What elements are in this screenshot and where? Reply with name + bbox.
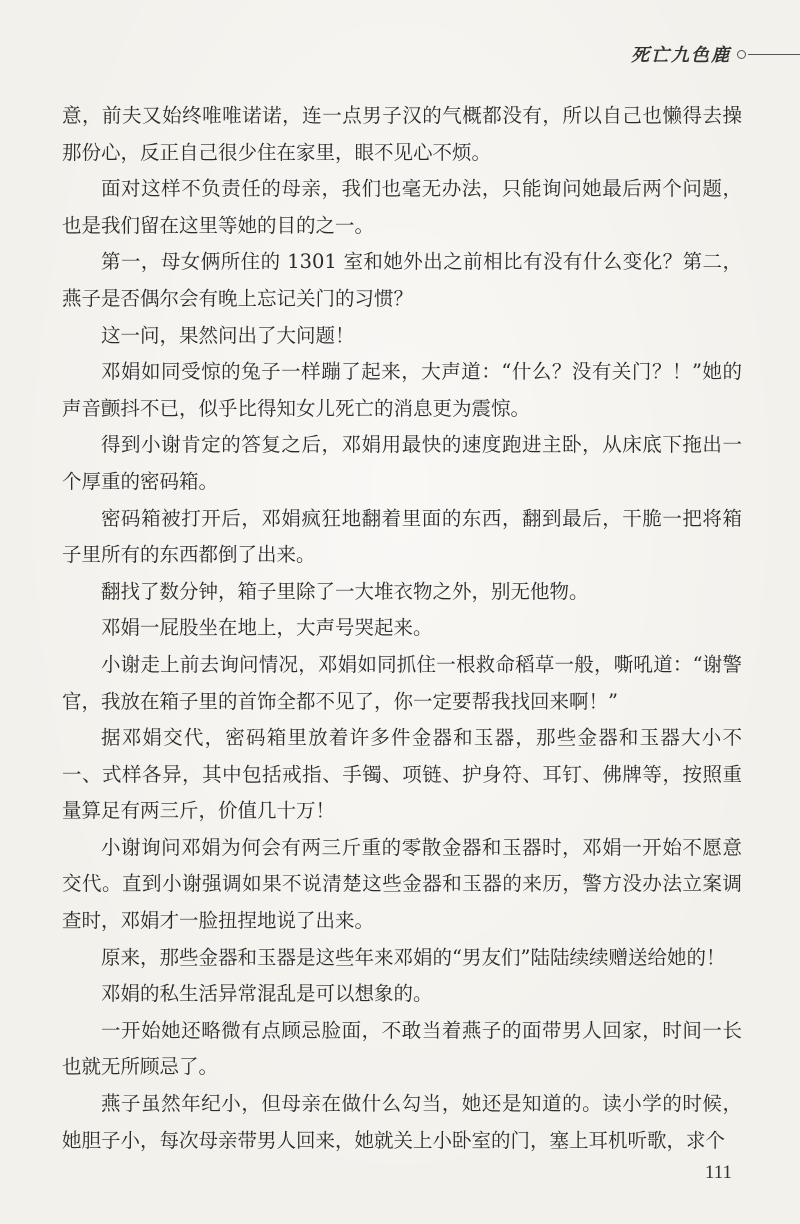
paragraph: 这一问，果然问出了大问题！ bbox=[101, 323, 355, 347]
paragraph: 翻找了数分钟，箱子里除了一大堆衣物之外，别无他物。 bbox=[101, 579, 589, 603]
paragraph: 小谢询问邓娟为何会有两三斤重的零散金器和玉器时，邓娟一开始不愿意交代。直到小谢强调如果不说清楚这些金器和玉器的来历，警方没办法立案调查时，邓娟才一脸扭捏地说了出来。 bbox=[62, 835, 742, 933]
paragraph: 得到小谢肯定的答复之后，邓娟用最快的速度跑进主卧，从床底下拖出一个厚重的密码箱。 bbox=[62, 433, 742, 493]
paragraph: 邓娟的私生活异常混乱是可以想象的。 bbox=[101, 982, 433, 1006]
paragraph: 密码箱被打开后，邓娟疯狂地翻着里面的东西，翻到最后，干脆一把将箱子里所有的东西都倒了出来。 bbox=[62, 506, 742, 567]
body-text bbox=[62, 98, 742, 1159]
paragraph: 小谢走上前去询问情况，邓娟如同抓住一根救命稻草一般，嘶吼道：“谢警官，我放在箱子里的首饰全都不见了，你一定要帮我找回来啊！” bbox=[62, 652, 742, 713]
page-number: 111 bbox=[704, 1162, 732, 1183]
header-title: 死亡九色鹿 bbox=[631, 45, 731, 66]
paragraph: 燕子虽然年纪小，但母亲在做什么勾当，她还是知道的。读小学的时候，她胆子小，每次母亲带男人回来，她就关上小卧室的门，塞上耳机听歌，求个 bbox=[62, 1092, 742, 1152]
paragraph: 一开始她还略微有点顾忌脸面，不敢当着燕子的面带男人回家，时间一长也就无所顾忌了。 bbox=[62, 1018, 742, 1079]
paragraph: 面对这样不负责任的母亲，我们也毫无办法，只能询问她最后两个问题，也是我们留在这里等她的目的之一。 bbox=[62, 177, 742, 237]
paragraph: 邓娟一屁股坐在地上，大声号哭起来。 bbox=[101, 616, 433, 640]
paragraph: 原来，那些金器和玉器是这些年来邓娟的“男友们”陆陆续续赠送给她的！ bbox=[101, 945, 726, 969]
paragraph: 第一，母女俩所住的 1301 室和她外出之前相比有没有什么变化？第二，燕子是否偶尔会有晚上忘记关门的习惯？ bbox=[62, 250, 742, 310]
header-line-ornament bbox=[748, 54, 800, 55]
paragraph: 邓娟如同受惊的兔子一样蹦了起来，大声道：“什么？没有关门？！”她的声音颤抖不已，似乎比得知女儿死亡的消息更为震惊。 bbox=[62, 360, 742, 420]
paragraph: 意，前夫又始终唯唯诺诺，连一点男子汉的气概都没有，所以自己也懒得去操那份心，反正自己很少住在家里，眼不见心不烦。 bbox=[62, 104, 742, 164]
paragraph: 据邓娟交代，密码箱里放着许多件金器和玉器，那些金器和玉器大小不一、式样各异，其中包括戒指、手镯、项链、护身符、耳钉、佛牌等，按照重量算足有两三斤，价值几十万！ bbox=[62, 726, 742, 823]
running-header bbox=[631, 40, 800, 68]
header-circle-ornament bbox=[737, 50, 746, 59]
